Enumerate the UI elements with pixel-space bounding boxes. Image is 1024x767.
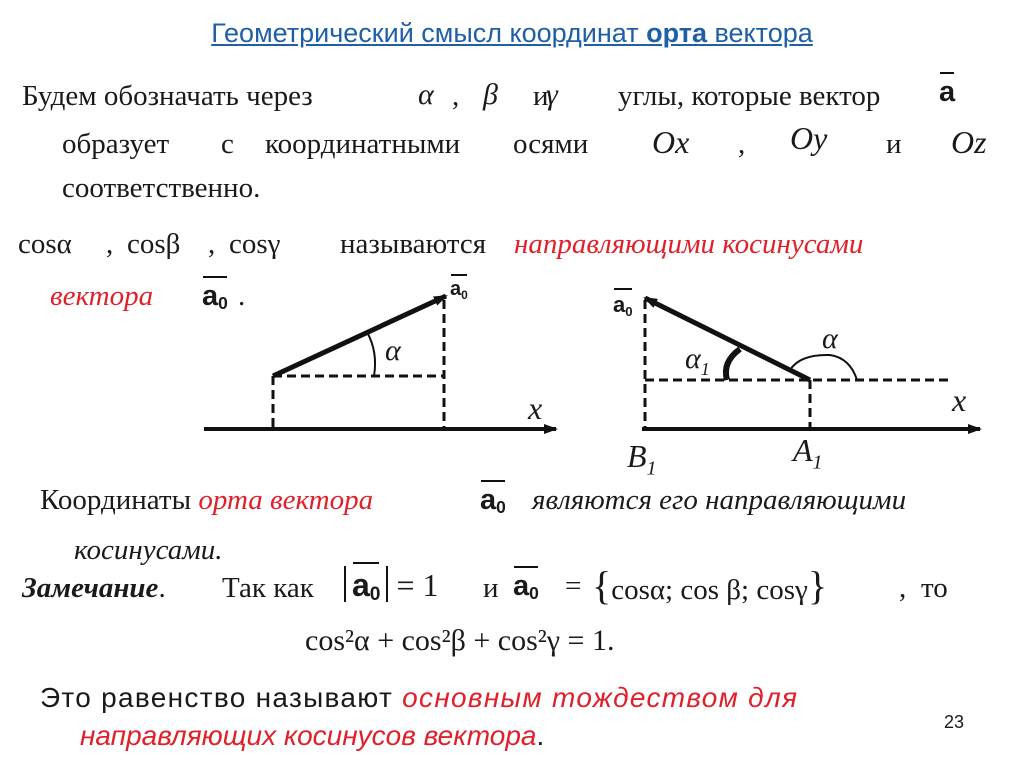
then-word: то (921, 572, 948, 604)
vector-a: a (939, 76, 956, 108)
comma: , (738, 128, 746, 160)
and-word: и (886, 128, 902, 160)
cos-alpha: cosα (18, 228, 72, 260)
and-word: и (483, 572, 499, 604)
right-angle-label: α (822, 322, 838, 355)
cosine-set: {cosα; cos β; cosγ} (592, 563, 828, 608)
para1-line2-w4: осями (513, 128, 589, 160)
coords-line1-rest: являются его направляющими (532, 484, 907, 516)
coords-line2: косинусами. (74, 534, 223, 566)
identity-formula: cos²α + cos²β + cos²γ = 1. (305, 624, 615, 657)
oy-label: Oy (790, 120, 828, 156)
oz-label: Oz (951, 124, 987, 160)
right-axis-label: x (952, 382, 967, 418)
point-b1-label: $B_1$ (627, 438, 657, 480)
para1-line1: Будем обозначать через (22, 80, 313, 112)
unit-vector (273, 296, 446, 376)
comma: , (208, 228, 216, 260)
ox-label: Ox (652, 124, 690, 160)
slide-title: Геометрический смысл координат орта вектора (211, 18, 813, 48)
comma: , (106, 228, 114, 260)
para1-rest: углы, которые вектор (618, 80, 881, 112)
equals-sign: = (565, 570, 582, 602)
and-word: и (533, 80, 549, 112)
gamma-symbol: γ (546, 78, 558, 111)
remark-label: Замечание. (22, 572, 166, 604)
vector-word: вектора (50, 280, 154, 312)
left-axis-label: x (528, 390, 543, 426)
final-line2: направляющих косинусов вектора. (80, 720, 545, 751)
comma: , (452, 80, 460, 112)
angle-arc-alpha1 (726, 349, 740, 380)
right-vector-label: $a_0$ (613, 292, 633, 319)
left-angle-label: α (385, 334, 401, 367)
comma: , (899, 572, 907, 604)
period: . (238, 280, 246, 312)
coords-vector: $a_0$ (480, 484, 506, 517)
vector-a0: $a_0$ (202, 280, 228, 313)
right-angle1-label: $\alpha_1$ (685, 342, 710, 379)
coords-line1: Координаты орта вектора (40, 484, 374, 516)
beta-symbol: β (483, 78, 498, 111)
left-diagram (204, 296, 556, 429)
page-number: 23 (944, 712, 965, 732)
remark-text: Так как (222, 572, 314, 604)
cos-gamma: cosγ (229, 228, 281, 260)
set-vector: $a_0$ (513, 570, 539, 603)
left-vector-label: $a_0$ (450, 278, 468, 302)
para1-line2-w2: с (221, 128, 234, 160)
final-line1: Это равенство называют основным тождеством для (40, 682, 799, 713)
angle-arc (367, 332, 375, 376)
para1-line2-w1: образует (62, 128, 170, 160)
para1-line2-w3: координатными (265, 128, 461, 160)
called-word: называются (340, 228, 487, 260)
para1-line3: соответственно. (62, 172, 261, 204)
alpha-symbol: α (418, 78, 434, 111)
norm-expression: $a_0 = 1$ (344, 566, 439, 604)
cos-beta: cosβ (127, 228, 181, 260)
direction-cosines-term: направляющими косинусами (514, 228, 864, 260)
point-a1-label: $A_1$ (793, 432, 823, 474)
